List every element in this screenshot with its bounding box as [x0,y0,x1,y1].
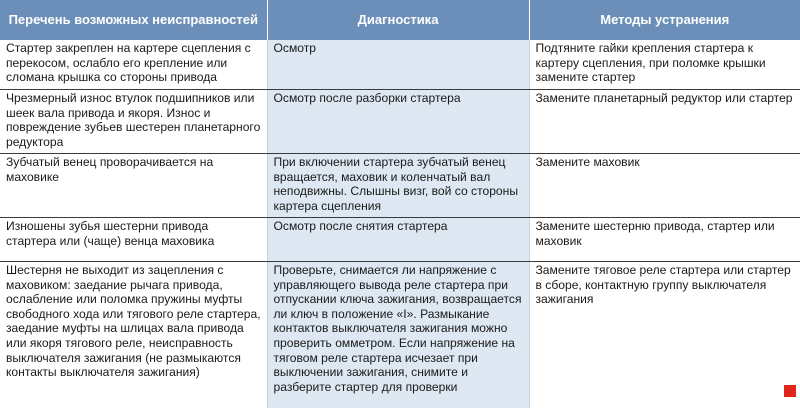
table-header-row [0,0,800,40]
header-remedies: Методы устранения [529,0,800,40]
table-row [0,218,800,262]
table-row [0,262,800,409]
remedy-cell: Замените планетарный редуктор или стартер [529,90,800,154]
remedy-cell: Замените шестерню привода, стартер или маховик [529,218,800,262]
header-faults: Перечень возможных неисправностей [0,0,267,40]
table-row [0,90,800,154]
diagnostic-cell: Осмотр после снятия стартера [267,218,529,262]
diagnostic-cell: При включении стартера зубчатый венец вращается, маховик и коленчатый вал неподвижны. Слышны визг, вой со стороны картера сцепления [267,154,529,218]
table-row [0,40,800,90]
page-corner-marker [784,385,796,397]
remedy-cell: Замените тяговое реле стартера или стартер в сборе, контактную группу выключателя зажигания [535,263,791,307]
diagnostic-cell: Осмотр [267,40,529,90]
table-row [0,154,800,218]
fault-cell: Изношены зубья шестерни привода стартера или (чаще) венца маховика [0,218,267,262]
fault-cell: Шестерня не выходит из зацепления с маховиком: заедание рычага привода, ослабление или поломка пружины муфты свободного хода или тягового реле стартера, заедание муфты на шлицах вала привода или якоря тягового реле, неисправность выключателя зажигания (не размыкаются контакты выключателя зажигания) [6,263,261,380]
remedy-cell: Замените маховик [529,154,800,218]
remedy-cell: Подтяните гайки крепления стартера к картеру сцепления, при поломке крышки замените стартер [529,40,800,90]
fault-cell: Стартер закреплен на картере сцепления с перекосом, ослабло его крепление или сломана крышка со стороны привода [0,40,267,90]
diagnostic-cell: Проверьте, снимается ли напряжение с управляющего вывода реле стартера при отпускании ключа зажигания, возвращается ли ключ в положение «I». Размыкание контактов выключателя зажигания можно проверить омметром. Если напряжение на тяговом реле стартера исчезает при выключении зажигания, снимите и разберите стартер для проверки [267,262,529,409]
diagnostic-cell: Осмотр после разборки стартера [267,90,529,154]
fault-cell: Чрезмерный износ втулок подшипников или шеек вала привода и якоря. Износ и повреждение зубьев шестерен планетарного редуктора [0,90,267,154]
header-diagnostics: Диагностика [267,0,529,40]
fault-cell: Зубчатый венец проворачивается на маховике [0,154,267,218]
